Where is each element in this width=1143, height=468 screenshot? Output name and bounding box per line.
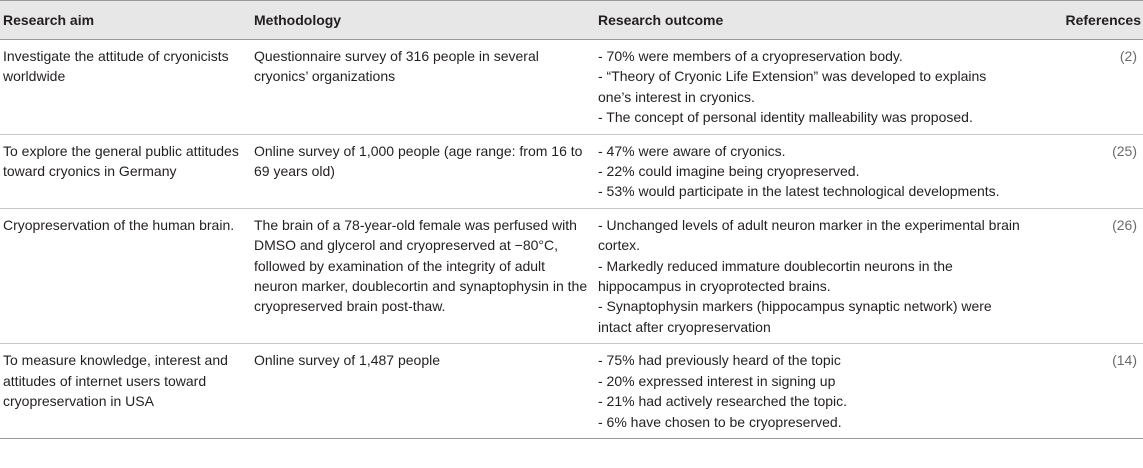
cell-research-outcome bbox=[595, 40, 1028, 135]
cell-reference bbox=[1028, 40, 1143, 135]
table-row bbox=[0, 40, 1143, 135]
outcome-item: - The concept of personal identity malleability was proposed. bbox=[598, 109, 973, 126]
cell-reference bbox=[1028, 344, 1143, 439]
cell-research-aim: To measure knowledge, interest and attitudes of internet users toward cryopreservation in USA bbox=[0, 344, 251, 439]
cell-reference bbox=[1028, 134, 1143, 208]
table-row bbox=[0, 134, 1143, 208]
cell-research-outcome bbox=[595, 134, 1028, 208]
reference-link[interactable]: (14) bbox=[1112, 352, 1137, 369]
header-methodology: Methodology bbox=[251, 1, 595, 40]
outcome-item: - 75% had previously heard of the topic bbox=[598, 352, 841, 369]
header-row bbox=[0, 1, 1143, 40]
outcome-item: - 47% were aware of cryonics. bbox=[598, 142, 786, 159]
cell-reference bbox=[1028, 208, 1143, 343]
outcome-item: - 6% have chosen to be cryopreserved. bbox=[598, 413, 842, 430]
outcome-item: - 70% were members of a cryopreservation body. bbox=[598, 48, 903, 64]
outcome-item: - Synaptophysin markers (hippocampus synaptic network) were intact after cryopreservation bbox=[598, 298, 992, 335]
outcome-item: - 21% had actively researched the topic. bbox=[598, 393, 848, 410]
cell-methodology: Online survey of 1,000 people (age range: from 16 to 69 years old) bbox=[251, 134, 595, 208]
cell-research-aim: Cryopreservation of the human brain. bbox=[0, 208, 251, 343]
reference-link[interactable]: (26) bbox=[1112, 216, 1137, 233]
outcome-item: - 53% would participate in the latest technological developments. bbox=[598, 183, 1000, 200]
header-references: References bbox=[1028, 1, 1143, 40]
header-research-aim: Research aim bbox=[0, 1, 251, 40]
reference-link[interactable]: (25) bbox=[1112, 142, 1137, 159]
outcome-item: - “Theory of Cryonic Life Extension” was developed to explains one’s interest in cryonics. bbox=[598, 68, 987, 105]
cell-methodology: Online survey of 1,487 people bbox=[251, 344, 595, 439]
outcome-item: - 20% expressed interest in signing up bbox=[598, 372, 836, 389]
cell-research-aim: To explore the general public attitudes toward cryonics in Germany bbox=[0, 134, 251, 208]
cell-research-outcome bbox=[595, 208, 1028, 343]
outcome-item: - 22% could imagine being cryopreserved. bbox=[598, 163, 860, 180]
outcome-item: - Markedly reduced immature doublecortin neurons in the hippocampus in cryoprotected brains. bbox=[598, 257, 953, 295]
table-body bbox=[0, 40, 1143, 439]
table-row bbox=[0, 208, 1143, 343]
table-header bbox=[0, 1, 1143, 40]
reference-link[interactable]: (2) bbox=[1119, 48, 1137, 64]
header-research-outcome: Research outcome bbox=[595, 1, 1028, 40]
outcome-item: - Unchanged levels of adult neuron marker in the experimental brain cortex. bbox=[598, 216, 1020, 254]
table-row bbox=[0, 344, 1143, 439]
cell-methodology: The brain of a 78-year-old female was perfused with DMSO and glycerol and cryopreserved at −80°C, followed by examination of the integrity of adult neuron marker, doublecortin and synaptophysin in the cryopreserved brain post-thaw. bbox=[251, 208, 595, 343]
cell-methodology: Questionnaire survey of 316 people in several cryonics’ organizations bbox=[251, 40, 595, 135]
cell-research-aim: Investigate the attitude of cryonicists worldwide bbox=[0, 40, 251, 135]
cell-research-outcome bbox=[595, 344, 1028, 439]
